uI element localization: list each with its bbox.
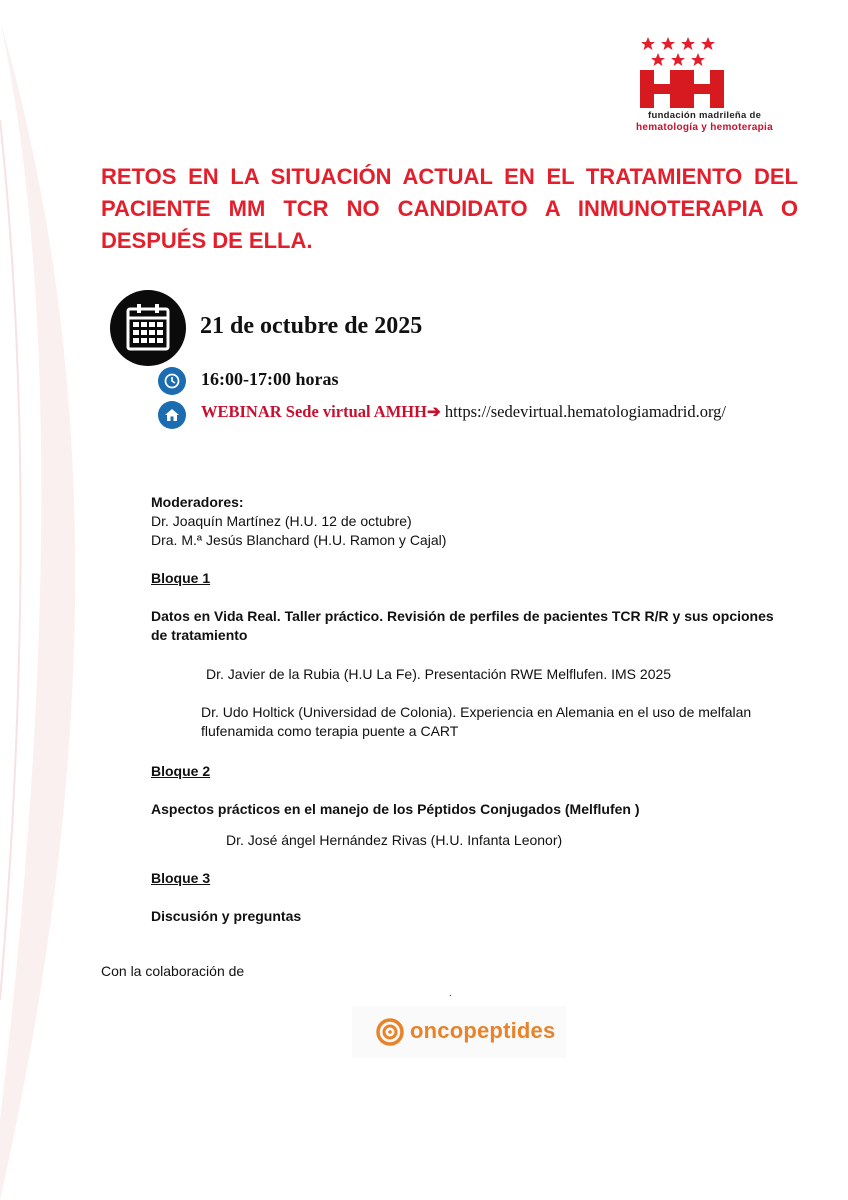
oncopeptides-emblem-icon [376,1018,404,1046]
sponsor-name: oncopeptides [410,1018,556,1043]
moderators-heading: Moderadores: [151,494,244,510]
block2-heading: Bloque 2 [151,763,211,779]
event-title: RETOS EN LA SITUACIÓN ACTUAL EN EL TRATAMIENTO DEL PACIENTE MM TCR NO CANDIDATO A INMUNOTERAPIA O DESPUÉS DE ELLA. [101,164,798,253]
collaboration-label: Con la colaboración de [101,963,245,979]
logo-text-line1: fundación madrileña de [648,110,762,121]
block1-topic: Datos en Vida Real. Taller práctico. Revisión de perfiles de pacientes TCR R/R y sus opciones de tratamiento [151,608,774,643]
calendar-badge [110,290,186,366]
moderator-2: Dra. M.ª Jesús Blanchard (H.U. Ramon y Cajal) [151,532,447,548]
arrow-right-icon: ➔ [426,402,441,421]
separator-dot: . [449,988,452,999]
block1-heading: Bloque 1 [151,570,211,586]
hh-emblem-icon [640,70,732,146]
block2-topic: Aspectos prácticos en el manejo de los Péptidos Conjugados (Melflufen ) [151,801,640,817]
event-time: 16:00-17:00 horas [201,369,339,389]
home-icon [164,407,180,423]
venue-url-link[interactable]: https://sedevirtual.hematologiamadrid.org/ [444,402,726,421]
block3-topic: Discusión y preguntas [151,908,302,924]
clock-badge [158,367,186,395]
clock-icon [164,373,180,389]
event-venue [201,402,726,422]
block3-heading: Bloque 3 [151,870,211,886]
venue-label: WEBINAR Sede virtual AMHH [201,402,427,421]
logo-text-line2: hematología y hemoterapia [636,122,773,133]
fmhh-logo [612,36,790,140]
event-date: 21 de octubre de 2025 [200,313,423,339]
moderator-1: Dr. Joaquín Martínez (H.U. 12 de octubre) [151,513,412,529]
block1-talk1: Dr. Javier de la Rubia (H.U La Fe). Presentación RWE Melflufen. IMS 2025 [206,666,672,682]
calendar-icon [126,303,170,351]
block1-talk2: Dr. Udo Holtick (Universidad de Colonia). Experiencia en Alemania en el uso de melfalan flufenamida como terapia puente a CART [201,704,752,739]
block2-talk1: Dr. José ángel Hernández Rivas (H.U. Infanta Leonor) [226,832,563,848]
home-badge [158,401,186,429]
oncopeptides-logo [352,1006,566,1058]
